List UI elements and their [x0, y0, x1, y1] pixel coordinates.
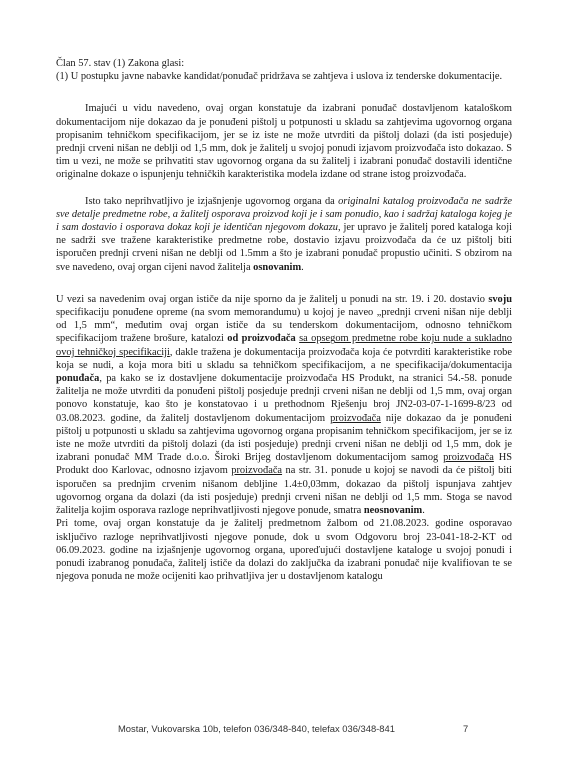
p2-italic-quote: originalni katalog proizvođača ne sadrže sve detalje predmetne robe, a žalitelj osporava proizvod koji je i sam ponudio, kao i sadržaj kataloga kojeg je i sam dostavio i osporava dokaz koji je identičan njegovom dokazu [56, 195, 512, 234]
page-number: 7 [463, 723, 469, 734]
p3-s12-underlined: proizvođača [443, 452, 494, 464]
p3-s6-underlined: sa opsegom predmetne robe koju nude a sukladno ovoj tehničkoj specifikaciji [56, 333, 512, 358]
p3-s3: specifikaciju ponuđene opreme (na svom memorandumu) u kojoj je naveo „prednji crveni nišan nije deblji od 1,5 mm“, međutim ovaj organ ističe da su tenderskom dokumentacijom, odnosno tehničkom specifikacijom tražene brošure, katalozi [56, 307, 512, 345]
p3-s9: , pa kako se iz dostavljene dokumentacije proizvođača HS Produkt, na stranici 54.-58. ponude žalitelja ne može utvrditi da ponuđeni pištolj posjeduje prednji crveni nišan ne deblji od 1,5 mm, ovaj organ ponovo konstatuje, kao što je konstatovao i u prethodnom Rješenju broj JN2-03-07-1-1699-8/23 od 03.08.2023. godine, da žalitelj dostavljenom dokumentacijom [56, 373, 512, 424]
document-body [56, 57, 512, 583]
paragraph-1: Imajući u vidu navedeno, ovaj organ konstatuje da izabrani ponuđač dostavljenom kataloškom dokumentacijom nije dokazao da je ponuđeni pištolj u potpunosti u skladu sa zahtjevima ugovornog organa propisanim tehničkom specifikacijom, jer se iz iste ne može utvrditi da pištolj dolazi (da isti posjeduje) prednji crveni nišan ne deblji od 1,5 mm, dok je žalitelj u svojoj ponudi izjavom proizvođača isto dokazao. S tim u vezi, ne može se prihvatiti stav ugovornog organa da su žalitelj i izabrani ponuđač dostavili identične originalne dokaze o ispunjenju tehničkih karakteristika modela izdane od strane istog proizvođača. [56, 103, 512, 181]
p2-text-e: . [301, 261, 304, 273]
paragraph-4: Pri tome, ovaj organ konstatuje da je žalitelj predmetnom žalbom od 21.08.2023. godine osporavao isključivo razloge neprihvatljivosti njegove ponude, dok u svom Odgovoru broj 23-041-18-2-KT od 06.09.2023. godine na izjašnjenje ugovornog organa, uporeďujući dostavljene kataloge u svojoj ponudi i ponudi izabranog ponuđača, žalitelj ističe da dolazi do zaključka da izabrani ponuđač nije kvalifiovan te se njegova ponuda ne može ocijeniti kao prihvatljiva jer u dostavljenom katalogu [56, 518, 512, 583]
p3-s16-verdict: neosnovanim [363, 505, 423, 517]
p3-s10-underlined: proizvođača [330, 412, 381, 424]
p3-s2-bold: svoju [488, 293, 512, 305]
p3-s7: , dakle tražena je dokumentacija proizvođača koja će potvrditi karakteristike robe koja se nudi, a koja mora biti u skladu sa tehničkom specifikacijom, a ne specifikacija/dokumentacija [56, 346, 512, 371]
p3-s11: nije dokazao da je ponuđeni pištolj u potpunosti u skladu sa zahtjevima ugovornog organa propisanim tehničkom specifikacijom, jer se iz iste ne može utvrditi da pištolj dolazi (da isti posjeduje) prednji crveni nišan ne deblji od 1,5 mm, dok je izabrani ponuđač MM Trade d.o.o. Široki Brijeg dostavljenom dokumentacijom samog [56, 412, 512, 464]
paragraph-2 [56, 195, 512, 274]
p3-s15: na str. 31. ponude u kojoj se navodi da će pištolj biti isporučen sa prednjim crvenim nišanom debljine 1.4±0,03mm, dokazao da pištolj ispunjava zahtjev ugovornog organa da dolazi (da isti posjeduje) prednji crveni nišan ne deblji od 1,5 mm. Stoga se navod žalitelja kojim osporava razloge neprihvatljivosti njegove ponude, smatra [56, 465, 512, 517]
footer-address: Mostar, Vukovarska 10b, telefon 036/348-840, telefax 036/348-841 [118, 723, 395, 734]
p3-s14-underlined: proizvođača [231, 465, 283, 477]
p3-s17: . [422, 505, 425, 517]
p3-s8-bold: ponuđača [56, 373, 100, 385]
p3-s13: HS Produkt doo Karlovac, odnosno izjavom [56, 452, 512, 477]
p3-s4-bold: od proizvođača [227, 333, 296, 345]
p2-text-a: Isto tako neprihvatljivo je izjašnjenje ugovornog organa da [85, 195, 339, 207]
article-title: Član 57. stav (1) Zakona glasi: [56, 58, 185, 69]
paragraph-3 [56, 293, 512, 517]
p2-text-c: , jer upravo je žalitelj pored kataloga koji ne sadrži sve tražene karakteristike predmetne robe, dostavio izjavu proizvođača da će uz pištolj biti isporučen prednji crveni nišan ne deblji od 1.5mm a što je izabrani ponuđač propustio učiniti. S obzirom na sve navedeno, ovaj organ cijeni navod žalitelja [56, 222, 512, 273]
p3-s1: U vezi sa navedenim ovaj organ ističe da nije sporno da je žalitelj u ponudi na str. 19. i 20. dostavio [56, 293, 489, 305]
article-quote: (1) U postupku javne nabavke kandidat/ponuđač pridržava se zahtjeva i uslova iz tenderske dokumentacije. [56, 71, 503, 83]
p2-verdict: osnovanim [253, 261, 302, 273]
